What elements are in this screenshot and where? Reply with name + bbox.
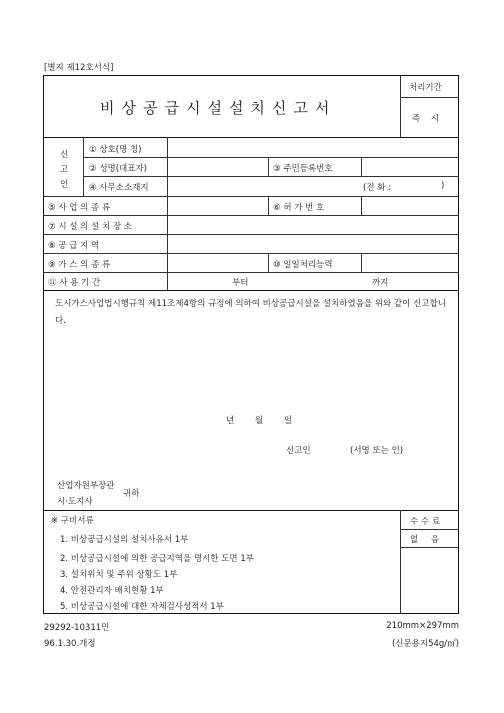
- divider: [400, 547, 459, 548]
- attachments-header: ※ 구비서류: [51, 516, 94, 526]
- date-line: 년 월 일: [226, 416, 302, 426]
- footer-revision: 96.1.30.개정: [44, 639, 96, 649]
- period-from: 부터: [232, 278, 249, 288]
- install-location-label: ⑦ 시 설 의 설 치 장 소: [48, 222, 133, 232]
- divider: [361, 253, 362, 272]
- applicant-label-1: 신: [60, 150, 69, 160]
- divider: [43, 137, 459, 138]
- phone-close: ): [441, 181, 445, 191]
- divider: [83, 176, 459, 177]
- divider: [43, 234, 459, 235]
- business-type-label: ⑤ 사 업 의 종 류: [48, 203, 111, 213]
- fee-value: 없 음: [410, 535, 445, 545]
- permit-number-label: ⑥ 허 가 번 호: [273, 203, 325, 213]
- attachment-item: 2. 비상공급시설에 의한 공급지역을 명시한 도면 1부: [60, 554, 254, 564]
- attachment-item: 5. 비상공급시설에 대한 자체검사성적서 1부: [60, 602, 224, 612]
- divider: [400, 510, 401, 614]
- form-number: [별지 제12호서식]: [44, 63, 114, 73]
- representative-name-label: ② 성명(대표자): [89, 164, 148, 174]
- use-period-label: ⑪ 사 용 기 간: [48, 278, 101, 288]
- signer-label: 신고인: [286, 446, 311, 456]
- footer-code: 29292-10311민: [44, 623, 110, 633]
- recipient-suffix: 귀하: [123, 489, 140, 499]
- divider: [400, 97, 459, 98]
- divider: [43, 253, 459, 254]
- processing-period-label: 처리기간: [409, 83, 442, 93]
- phone-label: (전 화 :: [363, 183, 392, 193]
- divider: [167, 137, 168, 290]
- registration-number-label: ③ 주민등록번호: [273, 164, 333, 174]
- fee-label: 수 수 료: [410, 517, 441, 527]
- divider: [83, 157, 459, 158]
- attachment-item: 3. 설치위치 및 주위 상황도 1부: [60, 570, 178, 580]
- recipient-minister: 산업자원부장관: [57, 481, 115, 491]
- footer-paper: (신문용지54g/㎡): [391, 639, 459, 649]
- divider: [268, 157, 269, 177]
- applicant-label-3: 인: [60, 180, 69, 190]
- divider: [43, 272, 459, 273]
- signature-note: (서명 또는 인): [350, 446, 404, 456]
- divider: [43, 290, 459, 291]
- divider: [361, 196, 362, 215]
- period-until: 까지: [372, 278, 389, 288]
- divider: [83, 137, 84, 196]
- processing-period-value: 즉 시: [412, 114, 444, 124]
- trade-name-label: ① 상호(명 칭): [89, 145, 142, 155]
- divider: [400, 529, 459, 530]
- divider: [400, 75, 401, 137]
- supply-area-label: ⑧ 공 급 지 역: [48, 241, 100, 251]
- divider: [43, 196, 459, 197]
- gas-type-label: ⑨ 가 스 의 종 류: [48, 260, 111, 270]
- page-title: 비상공급시설설치신고서: [100, 99, 337, 117]
- daily-capacity-label: ⑩ 일일처리능력: [273, 260, 333, 270]
- divider: [361, 157, 362, 177]
- divider: [268, 253, 269, 272]
- declaration-text: 도시가스사업법시행규칙 제11조제4항의 규정에 의하여 비상공급시설을 설치하였음을 위와 같이 신고합니다.: [55, 299, 446, 326]
- divider: [43, 215, 459, 216]
- divider: [43, 510, 459, 511]
- recipient-governor: 시·도지사: [57, 497, 93, 507]
- footer-size: 210mm×297mm: [386, 621, 459, 631]
- applicant-label-2: 고: [60, 165, 69, 175]
- divider: [268, 196, 269, 215]
- attachment-item: 4. 안전관리자 배치현황 1부: [60, 586, 164, 596]
- attachment-item: 1. 비상공급시설의 설치사유서 1부: [60, 535, 189, 545]
- office-address-label: ④ 사무소소재지: [89, 183, 149, 193]
